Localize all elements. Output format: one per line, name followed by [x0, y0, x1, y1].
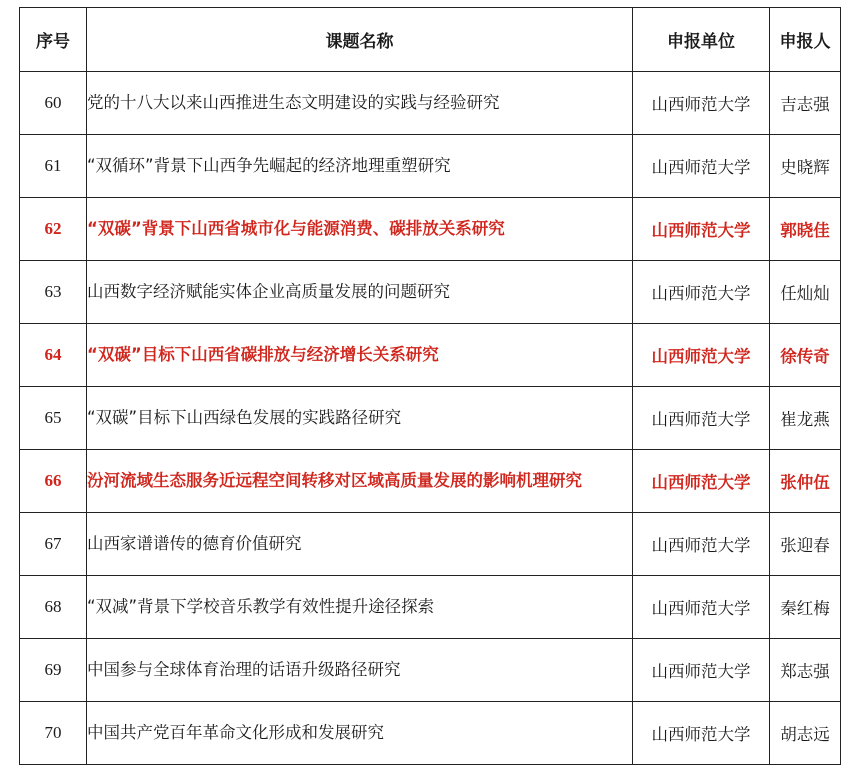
- project-name: “双碳”目标下山西省碳排放与经济增长关系研究: [87, 324, 633, 387]
- applicant-unit: 山西师范大学: [633, 639, 770, 702]
- applicant-name: 郭晓佳: [770, 198, 841, 261]
- applicant-unit: 山西师范大学: [633, 72, 770, 135]
- applicant-name: 张迎春: [770, 513, 841, 576]
- table-row-highlighted: [20, 450, 841, 513]
- applicant-unit: 山西师范大学: [633, 198, 770, 261]
- table-row: [20, 261, 841, 324]
- table-row: [20, 387, 841, 450]
- serial-number: 67: [20, 513, 87, 576]
- serial-number: 69: [20, 639, 87, 702]
- applicant-unit: 山西师范大学: [633, 135, 770, 198]
- project-name: 中国共产党百年革命文化形成和发展研究: [87, 702, 633, 765]
- applicant-name: 秦红梅: [770, 576, 841, 639]
- project-name: 山西家谱谱传的德育价值研究: [87, 513, 633, 576]
- project-name: “双碳”背景下山西省城市化与能源消费、碳排放关系研究: [87, 198, 633, 261]
- applicant-unit: 山西师范大学: [633, 702, 770, 765]
- applicant-unit: 山西师范大学: [633, 513, 770, 576]
- applicant-name: 吉志强: [770, 72, 841, 135]
- header-project-name: 课题名称: [87, 8, 633, 72]
- applicant-name: 崔龙燕: [770, 387, 841, 450]
- serial-number: 68: [20, 576, 87, 639]
- table-row: [20, 639, 841, 702]
- table-row: [20, 135, 841, 198]
- table-row: [20, 72, 841, 135]
- project-name: 山西数字经济赋能实体企业高质量发展的问题研究: [87, 261, 633, 324]
- serial-number: 64: [20, 324, 87, 387]
- table-row: [20, 702, 841, 765]
- applicant-unit: 山西师范大学: [633, 324, 770, 387]
- project-name: “双碳”目标下山西绿色发展的实践路径研究: [87, 387, 633, 450]
- serial-number: 70: [20, 702, 87, 765]
- serial-number: 61: [20, 135, 87, 198]
- applicant-name: 张仲伍: [770, 450, 841, 513]
- project-name: “双循环”背景下山西争先崛起的经济地理重塑研究: [87, 135, 633, 198]
- table-row: [20, 576, 841, 639]
- serial-number: 60: [20, 72, 87, 135]
- applicant-unit: 山西师范大学: [633, 576, 770, 639]
- project-name: 汾河流域生态服务近远程空间转移对区域高质量发展的影响机理研究: [87, 450, 633, 513]
- table-row-highlighted: [20, 324, 841, 387]
- project-table: [19, 7, 841, 765]
- serial-number: 63: [20, 261, 87, 324]
- applicant-unit: 山西师范大学: [633, 387, 770, 450]
- applicant-name: 郑志强: [770, 639, 841, 702]
- table-row-highlighted: [20, 198, 841, 261]
- project-name: 党的十八大以来山西推进生态文明建设的实践与经验研究: [87, 72, 633, 135]
- applicant-name: 任灿灿: [770, 261, 841, 324]
- header-applicant: 申报人: [770, 8, 841, 72]
- table-row: [20, 513, 841, 576]
- serial-number: 65: [20, 387, 87, 450]
- serial-number: 62: [20, 198, 87, 261]
- applicant-unit: 山西师范大学: [633, 261, 770, 324]
- project-name: “双减”背景下学校音乐教学有效性提升途径探索: [87, 576, 633, 639]
- header-serial-number: 序号: [20, 8, 87, 72]
- table-header-row: [20, 8, 841, 72]
- serial-number: 66: [20, 450, 87, 513]
- applicant-name: 史晓辉: [770, 135, 841, 198]
- applicant-unit: 山西师范大学: [633, 450, 770, 513]
- project-name: 中国参与全球体育治理的话语升级路径研究: [87, 639, 633, 702]
- applicant-name: 徐传奇: [770, 324, 841, 387]
- applicant-name: 胡志远: [770, 702, 841, 765]
- header-applicant-unit: 申报单位: [633, 8, 770, 72]
